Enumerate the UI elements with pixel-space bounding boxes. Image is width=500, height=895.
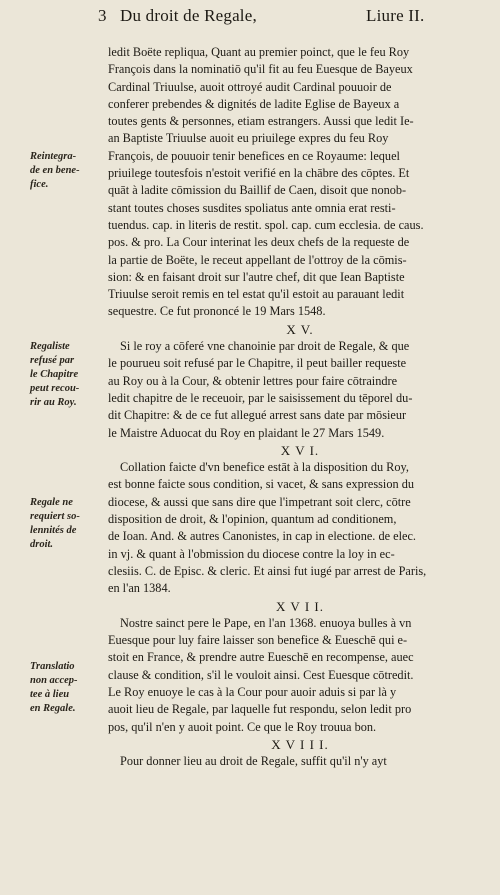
- body-text: [108, 44, 492, 770]
- text-line: disposition de droit, & l'opinion, quantum ad conditionem,: [108, 512, 397, 527]
- text-line: priuilege toutesfois n'estoit verifié en la chābre des cōptes. Et: [108, 166, 410, 181]
- margin-note-translation: Translatio non accep- tee à lieu en Regale.: [30, 661, 78, 714]
- text-line: stoit en France, & prendre autre Eueschē en recompense, auec: [108, 650, 414, 665]
- text-line: le Maistre Aduocat du Roy en plaidant le 27 Mars 1549.: [108, 425, 385, 440]
- running-title: Du droit de Regale,: [120, 6, 257, 25]
- text-line: est bonne faicte sous condition, si vacet, & sans expression du: [108, 477, 414, 492]
- text-line: auoit lieu de Regale, par laquelle fut respondu, selon ledit pro: [108, 702, 412, 717]
- margin-note-reintegrande: Reintegra- de en bene- fice.: [30, 151, 80, 190]
- page-number: 3: [98, 6, 107, 25]
- text-line: clesiis. C. de Episc. & cleric. Et ainsi fut iugé par arrest de Paris,: [108, 563, 427, 578]
- text-line: toutes gents & personnes, etiam estrangers. Aussi que ledit Ie-: [108, 114, 414, 129]
- text-line: clause & condition, s'il le vouloit ainsi. Cest Euesque cōtredit.: [108, 667, 414, 682]
- text-line: conferer prebendes & dignités de ladite Eglise de Bayeux a: [108, 96, 400, 111]
- running-header: [98, 6, 488, 30]
- text-line: an Baptiste Triuulse auoit eu priuilege expres du feu Roy: [108, 131, 389, 146]
- text-line: en l'an 1384.: [108, 581, 171, 596]
- text-line: Euesque pour luy faire laisser son benefice & Eueschē qui e-: [108, 633, 408, 648]
- text-line: Triuulse seroit remis en tel estat qu'il estoit au parauant ledit: [108, 287, 405, 302]
- text-line: François dans la nominatiō qu'il fit au feu Euesque de Bayeux: [108, 62, 413, 77]
- section-heading: X V I.: [280, 442, 320, 458]
- text-line: Collation faicte d'vn benefice estāt à la disposition du Roy,: [120, 460, 409, 475]
- text-line: de Ioan. And. & autres Canonistes, in cap in electione. de elec.: [108, 529, 417, 544]
- text-line: François, de pouuoir tenir benefices en ce Royaume: lequel: [108, 148, 400, 163]
- margin-note-regaliste: Regaliste refusé par le Chapitre peut recou- rir au Roy.: [30, 341, 80, 408]
- margin-note-solennites: Regale ne requiert so- lennités de droit.: [30, 497, 80, 550]
- text-line: tuendus. cap. in literis de restit. spol. cap. cum ecclesia. de caus.: [108, 217, 424, 232]
- text-line: in vj. & quant à l'obmission du diocese contre la loy in ec-: [108, 546, 395, 561]
- text-line: ledit Boëte repliqua, Quant au premier poinct, que le feu Roy: [108, 45, 410, 59]
- section-heading: X V.: [286, 321, 314, 337]
- text-line: ledit chapitre de le receuoir, par le saisissement du tēporel du-: [108, 390, 413, 405]
- text-line: stant toutes choses susdites spoliatus ante omnia erat resti-: [108, 200, 396, 215]
- text-line: quāt à ladite cōmission du Baillif de Caen, disoit que nonob-: [108, 183, 407, 198]
- text-line: sequestre. Ce fut prononcé le 19 Mars 1548.: [108, 304, 326, 319]
- text-line: le pourueu soit refusé par le Chapitre, il peut bailler requeste: [108, 356, 407, 371]
- text-line: Pour donner lieu au droit de Regale, suffit qu'il n'y ayt: [120, 754, 387, 769]
- text-line: Cardinal Triuulse, auoit ottroyé audit Cardinal pouuoir de: [108, 79, 392, 94]
- text-line: Nostre sainct pere le Pape, en l'an 1368. enuoya bulles à vn: [120, 615, 412, 630]
- section-heading: X V I I.: [276, 598, 324, 614]
- text-line: pos. & pro. La Cour interinat les deux chefs de la requeste de: [108, 235, 410, 250]
- text-line: diocese, & aussi que sans dire que l'impetrant soit clerc, cōtre: [108, 494, 411, 509]
- book-label: Liure II.: [366, 6, 425, 25]
- text-line: pos, qu'il n'en y auoit point. Ce que le Roy trouua bon.: [108, 719, 377, 734]
- text-line: au Roy ou à la Cour, & obtenir lettres pour faire cōtraindre: [108, 373, 398, 388]
- text-line: Le Roy enuoye le cas à la Cour pour auoir aduis si par là y: [108, 684, 397, 699]
- text-line: Si le roy a cōferé vne chanoinie par droit de Regale, & que: [120, 339, 410, 354]
- section-heading: X V I I I.: [271, 736, 329, 752]
- text-line: la partie de Boëte, le receut appellant de l'ottroy de la cōmis-: [108, 252, 407, 267]
- text-line: sion: & en faisant droit sur l'autre chef, dit que Iean Baptiste: [108, 269, 405, 284]
- text-line: dit Chapitre: & de ce fut allegué arrest sans date par mōsieur: [108, 408, 407, 423]
